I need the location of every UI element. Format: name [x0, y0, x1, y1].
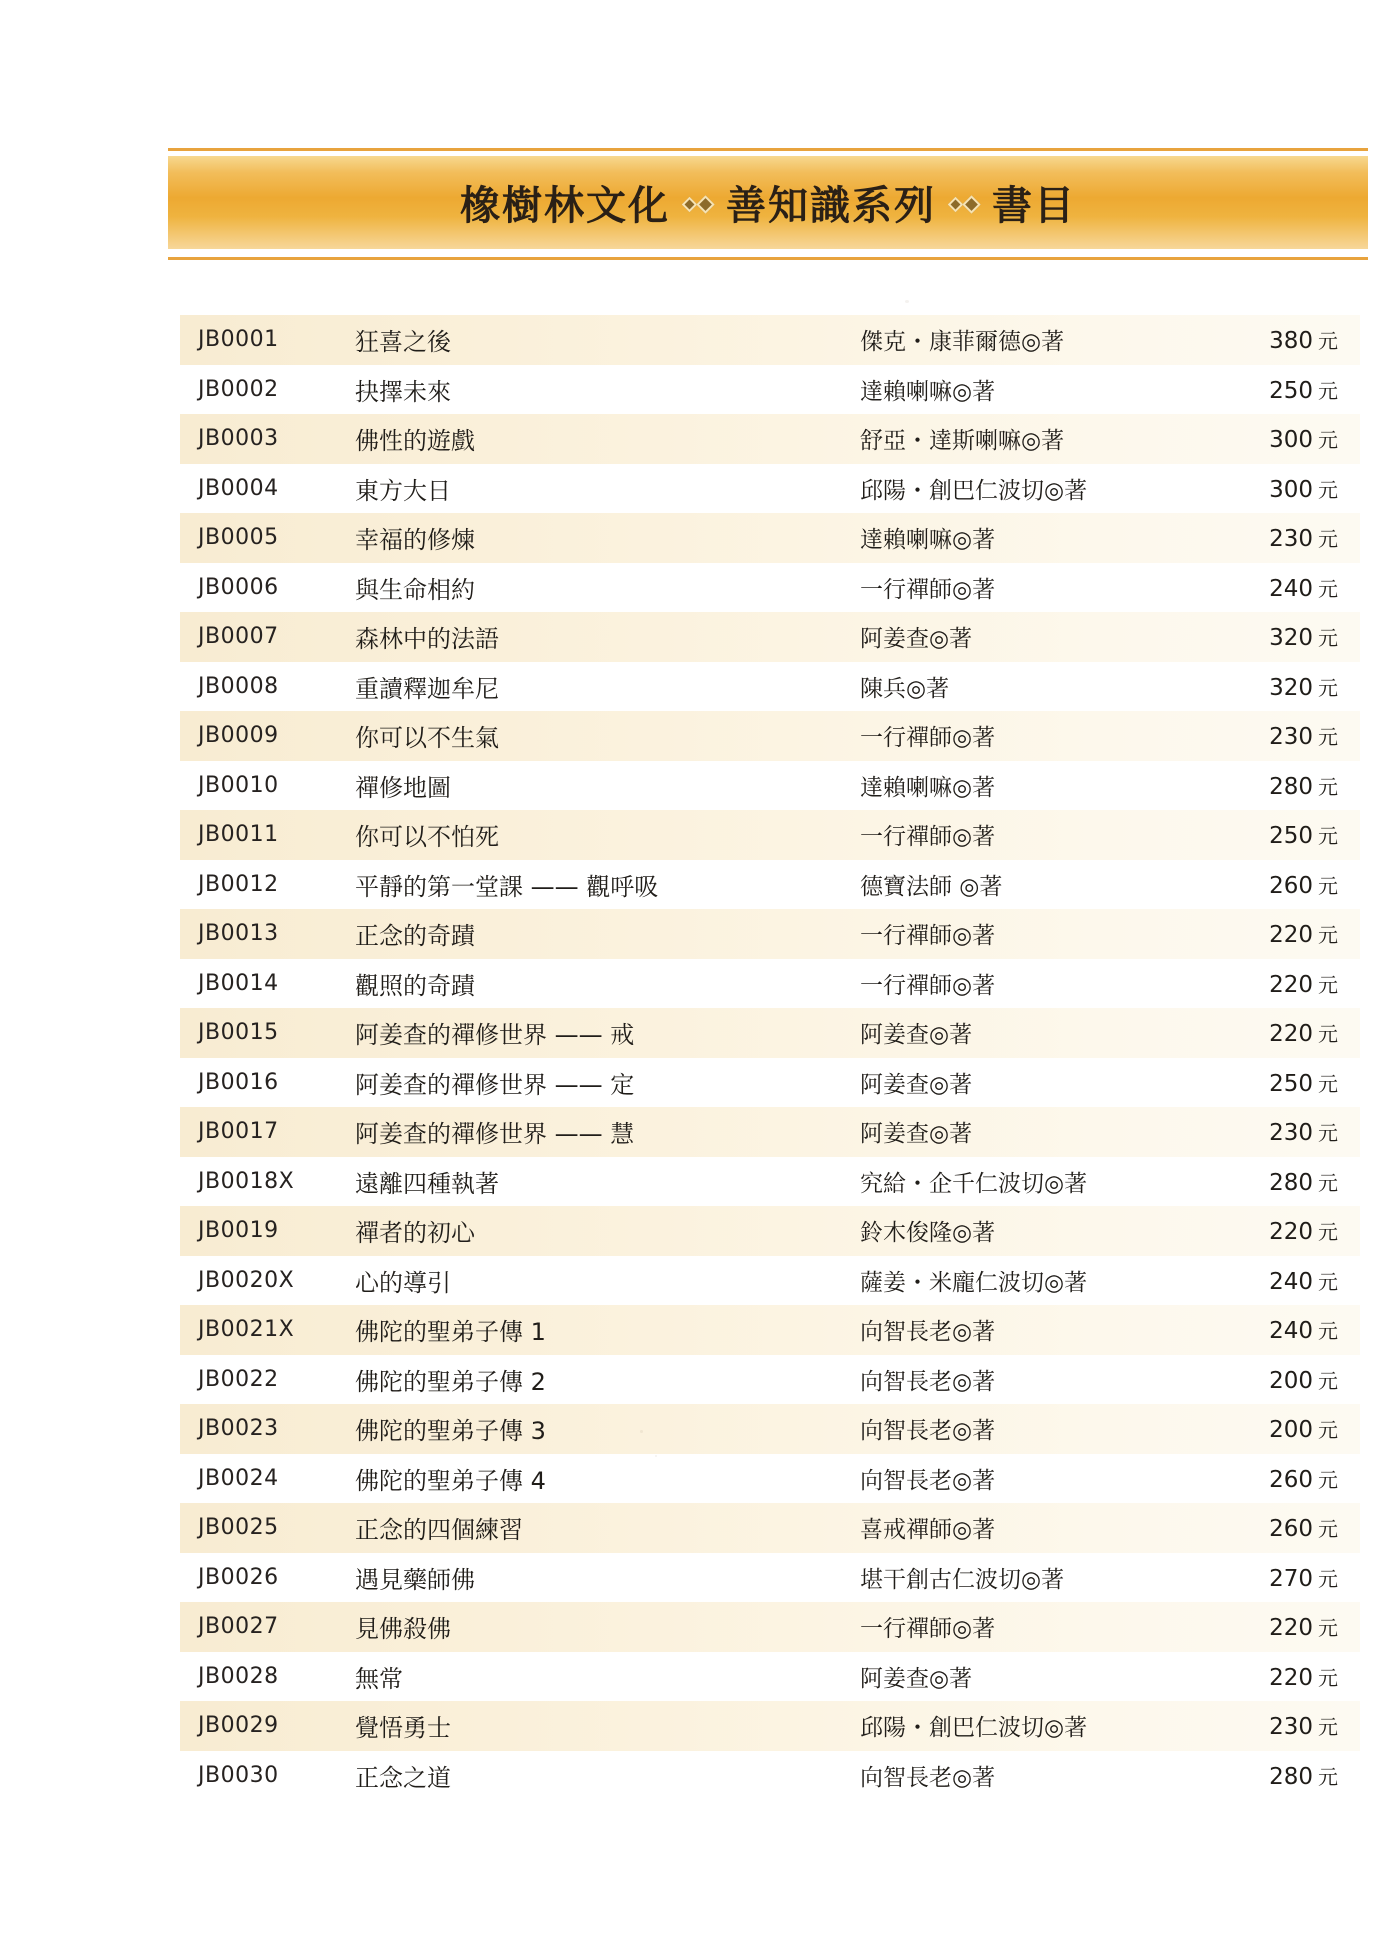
book-price-unit: 元 [1318, 329, 1338, 354]
book-author: 阿姜查◎著 [860, 1665, 973, 1692]
book-code: JB0026 [198, 1564, 279, 1590]
book-price [1180, 1365, 1360, 1394]
book-price-value: 220 [1269, 922, 1313, 949]
book-author: 阿姜查◎著 [860, 1022, 973, 1049]
book-author: 陳兵◎著 [860, 675, 950, 702]
table-row [180, 464, 1360, 514]
book-price [1180, 1513, 1360, 1542]
book-price-unit: 元 [1318, 1616, 1338, 1641]
book-author: 向智長老◎著 [860, 1467, 996, 1494]
book-author: 阿姜查◎著 [860, 1121, 973, 1148]
book-author: 薩姜・米龐仁波切◎著 [860, 1269, 1088, 1296]
book-code: JB0012 [198, 871, 279, 897]
book-author: 一行禪師◎著 [860, 923, 996, 950]
book-price-unit: 元 [1318, 1170, 1338, 1195]
book-title: 阿姜查的禪修世界 —— 戒 [355, 1021, 635, 1050]
book-code: JB0015 [198, 1020, 279, 1046]
book-title: 狂喜之後 [355, 328, 451, 357]
book-title: 你可以不生氣 [355, 724, 499, 753]
book-price [1180, 721, 1360, 750]
table-row [180, 711, 1360, 761]
book-price-value: 260 [1269, 1516, 1313, 1543]
book-price [1180, 424, 1360, 453]
book-code: JB0008 [198, 673, 279, 699]
book-price [1180, 919, 1360, 948]
table-row [180, 761, 1360, 811]
book-title: 遠離四種執著 [355, 1169, 499, 1198]
book-price-unit: 元 [1318, 824, 1338, 849]
book-code: JB0020X [198, 1267, 295, 1293]
book-title: 佛陀的聖弟子傳 4 [355, 1466, 546, 1495]
book-price-value: 270 [1269, 1565, 1313, 1592]
book-price-unit: 元 [1318, 477, 1338, 502]
book-code: JB0025 [198, 1515, 279, 1541]
book-title: 重讀釋迦牟尼 [355, 674, 499, 703]
book-title: 佛陀的聖弟子傳 3 [355, 1417, 546, 1446]
book-author: 向智長老◎著 [860, 1764, 996, 1791]
book-price-unit: 元 [1318, 675, 1338, 700]
book-price [1180, 1315, 1360, 1344]
book-price-unit: 元 [1318, 1566, 1338, 1591]
book-price [1180, 1167, 1360, 1196]
book-price-value: 250 [1269, 823, 1313, 850]
book-title: 東方大日 [355, 476, 451, 505]
book-price-value: 230 [1269, 526, 1313, 553]
book-title: 正念的奇蹟 [355, 922, 475, 951]
page-title [460, 174, 1076, 231]
book-title: 正念之道 [355, 1763, 451, 1792]
book-title: 心的導引 [355, 1268, 451, 1297]
book-author: 達賴喇嘛◎著 [860, 378, 996, 405]
book-title: 遇見藥師佛 [355, 1565, 475, 1594]
book-price-value: 220 [1269, 1021, 1313, 1048]
book-price-unit: 元 [1318, 1764, 1338, 1789]
book-price [1180, 1216, 1360, 1245]
book-price-value: 250 [1269, 377, 1313, 404]
book-price [1180, 1018, 1360, 1047]
book-code: JB0017 [198, 1119, 279, 1145]
table-row [180, 1652, 1360, 1702]
book-code: JB0021X [198, 1317, 295, 1343]
book-price-value: 380 [1269, 328, 1313, 355]
book-price [1180, 1414, 1360, 1443]
book-price-unit: 元 [1318, 1467, 1338, 1492]
banner-top-rule [168, 148, 1368, 151]
book-code: JB0006 [198, 574, 279, 600]
book-title: 幸福的修煉 [355, 526, 475, 555]
book-price-unit: 元 [1318, 1121, 1338, 1146]
book-code: JB0001 [198, 327, 279, 353]
book-price [1180, 870, 1360, 899]
book-price [1180, 1117, 1360, 1146]
banner-bottom-rule [168, 257, 1368, 260]
book-code: JB0014 [198, 970, 279, 996]
book-title: 佛陀的聖弟子傳 2 [355, 1367, 546, 1396]
book-price-unit: 元 [1318, 972, 1338, 997]
book-title: 抉擇未來 [355, 377, 451, 406]
book-title: 森林中的法語 [355, 625, 499, 654]
book-price-unit: 元 [1318, 774, 1338, 799]
book-price-unit: 元 [1318, 626, 1338, 651]
book-title: 佛性的遊戲 [355, 427, 475, 456]
book-author: 德寶法師 ◎著 [860, 873, 1003, 900]
table-row [180, 365, 1360, 415]
book-title: 覺悟勇士 [355, 1714, 451, 1743]
book-title: 觀照的奇蹟 [355, 971, 475, 1000]
book-author: 鈴木俊隆◎著 [860, 1220, 996, 1247]
book-author: 傑克・康菲爾德◎著 [860, 329, 1065, 356]
book-author: 究給・企千仁波切◎著 [860, 1170, 1088, 1197]
table-row [180, 1503, 1360, 1553]
book-price-value: 320 [1269, 674, 1313, 701]
diamond-separator-icon [684, 198, 712, 211]
book-title: 見佛殺佛 [355, 1615, 451, 1644]
book-author: 舒亞・達斯喇嘛◎著 [860, 428, 1065, 455]
book-price-unit: 元 [1318, 1517, 1338, 1542]
book-author: 向智長老◎著 [860, 1319, 996, 1346]
book-title: 禪者的初心 [355, 1219, 475, 1248]
book-title: 佛陀的聖弟子傳 1 [355, 1318, 546, 1347]
book-price-value: 240 [1269, 1268, 1313, 1295]
book-title: 阿姜查的禪修世界 —— 定 [355, 1070, 635, 1099]
table-row [180, 909, 1360, 959]
book-price-value: 240 [1269, 1318, 1313, 1345]
table-row [180, 1206, 1360, 1256]
book-price-unit: 元 [1318, 1715, 1338, 1740]
table-row [180, 1256, 1360, 1306]
table-row [180, 563, 1360, 613]
book-price-unit: 元 [1318, 1220, 1338, 1245]
book-price-value: 250 [1269, 1070, 1313, 1097]
diamond-separator-icon-2 [950, 198, 978, 211]
book-title: 與生命相約 [355, 575, 475, 604]
book-price-value: 260 [1269, 872, 1313, 899]
book-code: JB0010 [198, 772, 279, 798]
book-author: 一行禪師◎著 [860, 824, 996, 851]
book-price-unit: 元 [1318, 725, 1338, 750]
book-price-value: 200 [1269, 1367, 1313, 1394]
book-author: 向智長老◎著 [860, 1368, 996, 1395]
title-booklist: 書目 [992, 182, 1076, 229]
book-price-value: 280 [1269, 773, 1313, 800]
book-code: JB0028 [198, 1663, 279, 1689]
book-price-value: 220 [1269, 1664, 1313, 1691]
book-title: 你可以不怕死 [355, 823, 499, 852]
table-row [180, 1454, 1360, 1504]
book-price-unit: 元 [1318, 378, 1338, 403]
banner-bar [168, 156, 1368, 249]
book-author: 一行禪師◎著 [860, 576, 996, 603]
book-price [1180, 771, 1360, 800]
book-price [1180, 1266, 1360, 1295]
header-banner [168, 148, 1368, 260]
book-price-unit: 元 [1318, 428, 1338, 453]
book-code: JB0018X [198, 1168, 295, 1194]
book-author: 一行禪師◎著 [860, 972, 996, 999]
book-price [1180, 1612, 1360, 1641]
book-price-unit: 元 [1318, 1418, 1338, 1443]
table-row [180, 315, 1360, 365]
book-code: JB0029 [198, 1713, 279, 1739]
book-price-value: 260 [1269, 1466, 1313, 1493]
book-author: 阿姜查◎著 [860, 1071, 973, 1098]
book-price-unit: 元 [1318, 1665, 1338, 1690]
book-code: JB0016 [198, 1069, 279, 1095]
book-price-value: 220 [1269, 1615, 1313, 1642]
book-author: 向智長老◎著 [860, 1418, 996, 1445]
table-row [180, 1058, 1360, 1108]
table-row [180, 959, 1360, 1009]
table-row [180, 1701, 1360, 1751]
book-code: JB0005 [198, 525, 279, 551]
book-code: JB0009 [198, 723, 279, 749]
book-price-value: 280 [1269, 1169, 1313, 1196]
table-row [180, 1751, 1360, 1801]
book-price [1180, 474, 1360, 503]
book-price-value: 230 [1269, 1714, 1313, 1741]
table-row [180, 1305, 1360, 1355]
book-price-value: 300 [1269, 476, 1313, 503]
book-author: 一行禪師◎著 [860, 1616, 996, 1643]
book-price-value: 280 [1269, 1763, 1313, 1790]
book-price-value: 230 [1269, 1120, 1313, 1147]
book-title: 無常 [355, 1664, 403, 1693]
title-series: 善知識系列 [726, 182, 936, 229]
book-title: 禪修地圖 [355, 773, 451, 802]
book-price [1180, 1711, 1360, 1740]
book-price [1180, 1464, 1360, 1493]
book-code: JB0002 [198, 376, 279, 402]
table-row [180, 1553, 1360, 1603]
book-code: JB0003 [198, 426, 279, 452]
table-row [180, 810, 1360, 860]
book-price-value: 240 [1269, 575, 1313, 602]
book-price-unit: 元 [1318, 1269, 1338, 1294]
book-price-value: 320 [1269, 625, 1313, 652]
book-author: 邱陽・創巴仁波切◎著 [860, 477, 1088, 504]
table-row [180, 1157, 1360, 1207]
book-author: 阿姜查◎著 [860, 626, 973, 653]
book-title: 正念的四個練習 [355, 1516, 523, 1545]
book-author: 喜戒禪師◎著 [860, 1517, 996, 1544]
book-price [1180, 969, 1360, 998]
book-price [1180, 1761, 1360, 1790]
book-price [1180, 1068, 1360, 1097]
table-row [180, 513, 1360, 563]
book-author: 一行禪師◎著 [860, 725, 996, 752]
table-row [180, 1008, 1360, 1058]
table-row [180, 414, 1360, 464]
book-price [1180, 375, 1360, 404]
book-price [1180, 672, 1360, 701]
table-row [180, 1404, 1360, 1454]
book-price-unit: 元 [1318, 576, 1338, 601]
book-author: 達賴喇嘛◎著 [860, 774, 996, 801]
book-price-unit: 元 [1318, 1319, 1338, 1344]
book-title: 平靜的第一堂課 —— 觀呼吸 [355, 872, 659, 901]
title-publisher: 橡樹林文化 [460, 182, 670, 229]
book-price-unit: 元 [1318, 923, 1338, 948]
book-price [1180, 820, 1360, 849]
book-price-value: 220 [1269, 1219, 1313, 1246]
book-price [1180, 622, 1360, 651]
book-price-unit: 元 [1318, 527, 1338, 552]
book-price-value: 200 [1269, 1417, 1313, 1444]
book-price-value: 300 [1269, 427, 1313, 454]
book-code: JB0013 [198, 921, 279, 947]
book-price [1180, 325, 1360, 354]
book-code: JB0019 [198, 1218, 279, 1244]
paper-speckle [905, 300, 909, 303]
table-row [180, 1602, 1360, 1652]
book-title: 阿姜查的禪修世界 —— 慧 [355, 1120, 635, 1149]
book-price [1180, 1563, 1360, 1592]
book-price [1180, 1662, 1360, 1691]
table-row [180, 612, 1360, 662]
table-row [180, 662, 1360, 712]
book-price [1180, 573, 1360, 602]
book-price [1180, 523, 1360, 552]
book-code: JB0004 [198, 475, 279, 501]
book-author: 堪干創古仁波切◎著 [860, 1566, 1065, 1593]
table-row [180, 1355, 1360, 1405]
book-code: JB0027 [198, 1614, 279, 1640]
table-row [180, 1107, 1360, 1157]
table-row [180, 860, 1360, 910]
book-code: JB0030 [198, 1762, 279, 1788]
book-price-unit: 元 [1318, 1071, 1338, 1096]
book-code: JB0022 [198, 1366, 279, 1392]
book-author: 邱陽・創巴仁波切◎著 [860, 1715, 1088, 1742]
book-price-unit: 元 [1318, 1368, 1338, 1393]
book-list-table [180, 315, 1360, 1800]
book-price-unit: 元 [1318, 873, 1338, 898]
book-code: JB0011 [198, 822, 279, 848]
book-price-unit: 元 [1318, 1022, 1338, 1047]
book-price-value: 230 [1269, 724, 1313, 751]
book-author: 達賴喇嘛◎著 [860, 527, 996, 554]
book-code: JB0007 [198, 624, 279, 650]
book-code: JB0023 [198, 1416, 279, 1442]
book-price-value: 220 [1269, 971, 1313, 998]
book-code: JB0024 [198, 1465, 279, 1491]
